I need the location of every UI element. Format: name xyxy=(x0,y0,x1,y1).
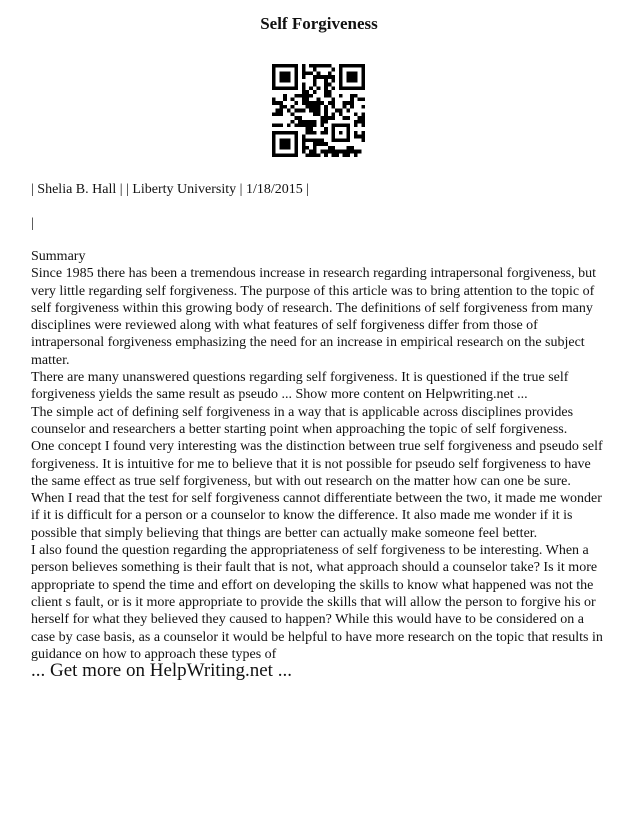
paragraph: I also found the question regarding the appropriateness of self forgiveness to be interesting. When a person believes something is their fault that is not, what approach should a counselor take? Is it more appropriate to spend the time and effort on developing the skills to know what happened was not the client s fault, or is it more appropriate to provide the skills that will allow the person to forgive his or herself for what they believed they caused to happen? While this would have to be considered on a case by case basis, as a counselor it would be helpful to have more research on the topic that results in guidance on how to approach these types of xyxy=(31,543,603,662)
paragraph: One concept I found very interesting was the distinction between true self forgiveness and pseudo self forgiveness. It is intuitive for me to believe that it is not possible for pseudo self forgiveness to have the same effect as true self forgiveness, but with out research on the matter how can one be sure. xyxy=(31,439,603,489)
paragraph: When I read that the test for self forgiveness cannot differentiate between the two, it made me wonder if it is difficult for a person or a counselor to know the difference. It also made me wonder if it is possible that simply believing that things are better can actually make someone feel better. xyxy=(31,491,602,541)
qr-code-icon xyxy=(272,64,365,157)
document-title: Self Forgiveness xyxy=(260,14,378,33)
paragraph: Since 1985 there has been a tremendous increase in research regarding intrapersonal forgiveness, but very little regarding self forgiveness. The purpose of this article was to bring attention to the topic of self forgiveness within this growing body of research. The definitions of self forgiveness from many disciplines were reviewed along with what features of self forgiveness differ from those of intrapersonal forgiveness emphasizing the need for an increase in empirical research on the subject matter. xyxy=(31,266,596,368)
summary-heading: Summary xyxy=(31,249,86,264)
document-body xyxy=(31,248,609,663)
author-meta-line: | Shelia B. Hall | | Liberty University | 1/18/2015 | xyxy=(31,182,310,197)
separator: | xyxy=(31,216,34,231)
paragraph: There are many unanswered questions regarding self forgiveness. It is questioned if the true self forgiveness yields the same result as pseudo ... Show more content on Helpwriting.net ... xyxy=(31,370,569,403)
get-more-link[interactable]: ... Get more on HelpWriting.net ... xyxy=(31,660,292,681)
paragraph: The simple act of defining self forgiveness in a way that is applicable across disciplines provides counselor and researchers a better starting point when approaching the topic of self forgiveness. xyxy=(31,404,574,437)
